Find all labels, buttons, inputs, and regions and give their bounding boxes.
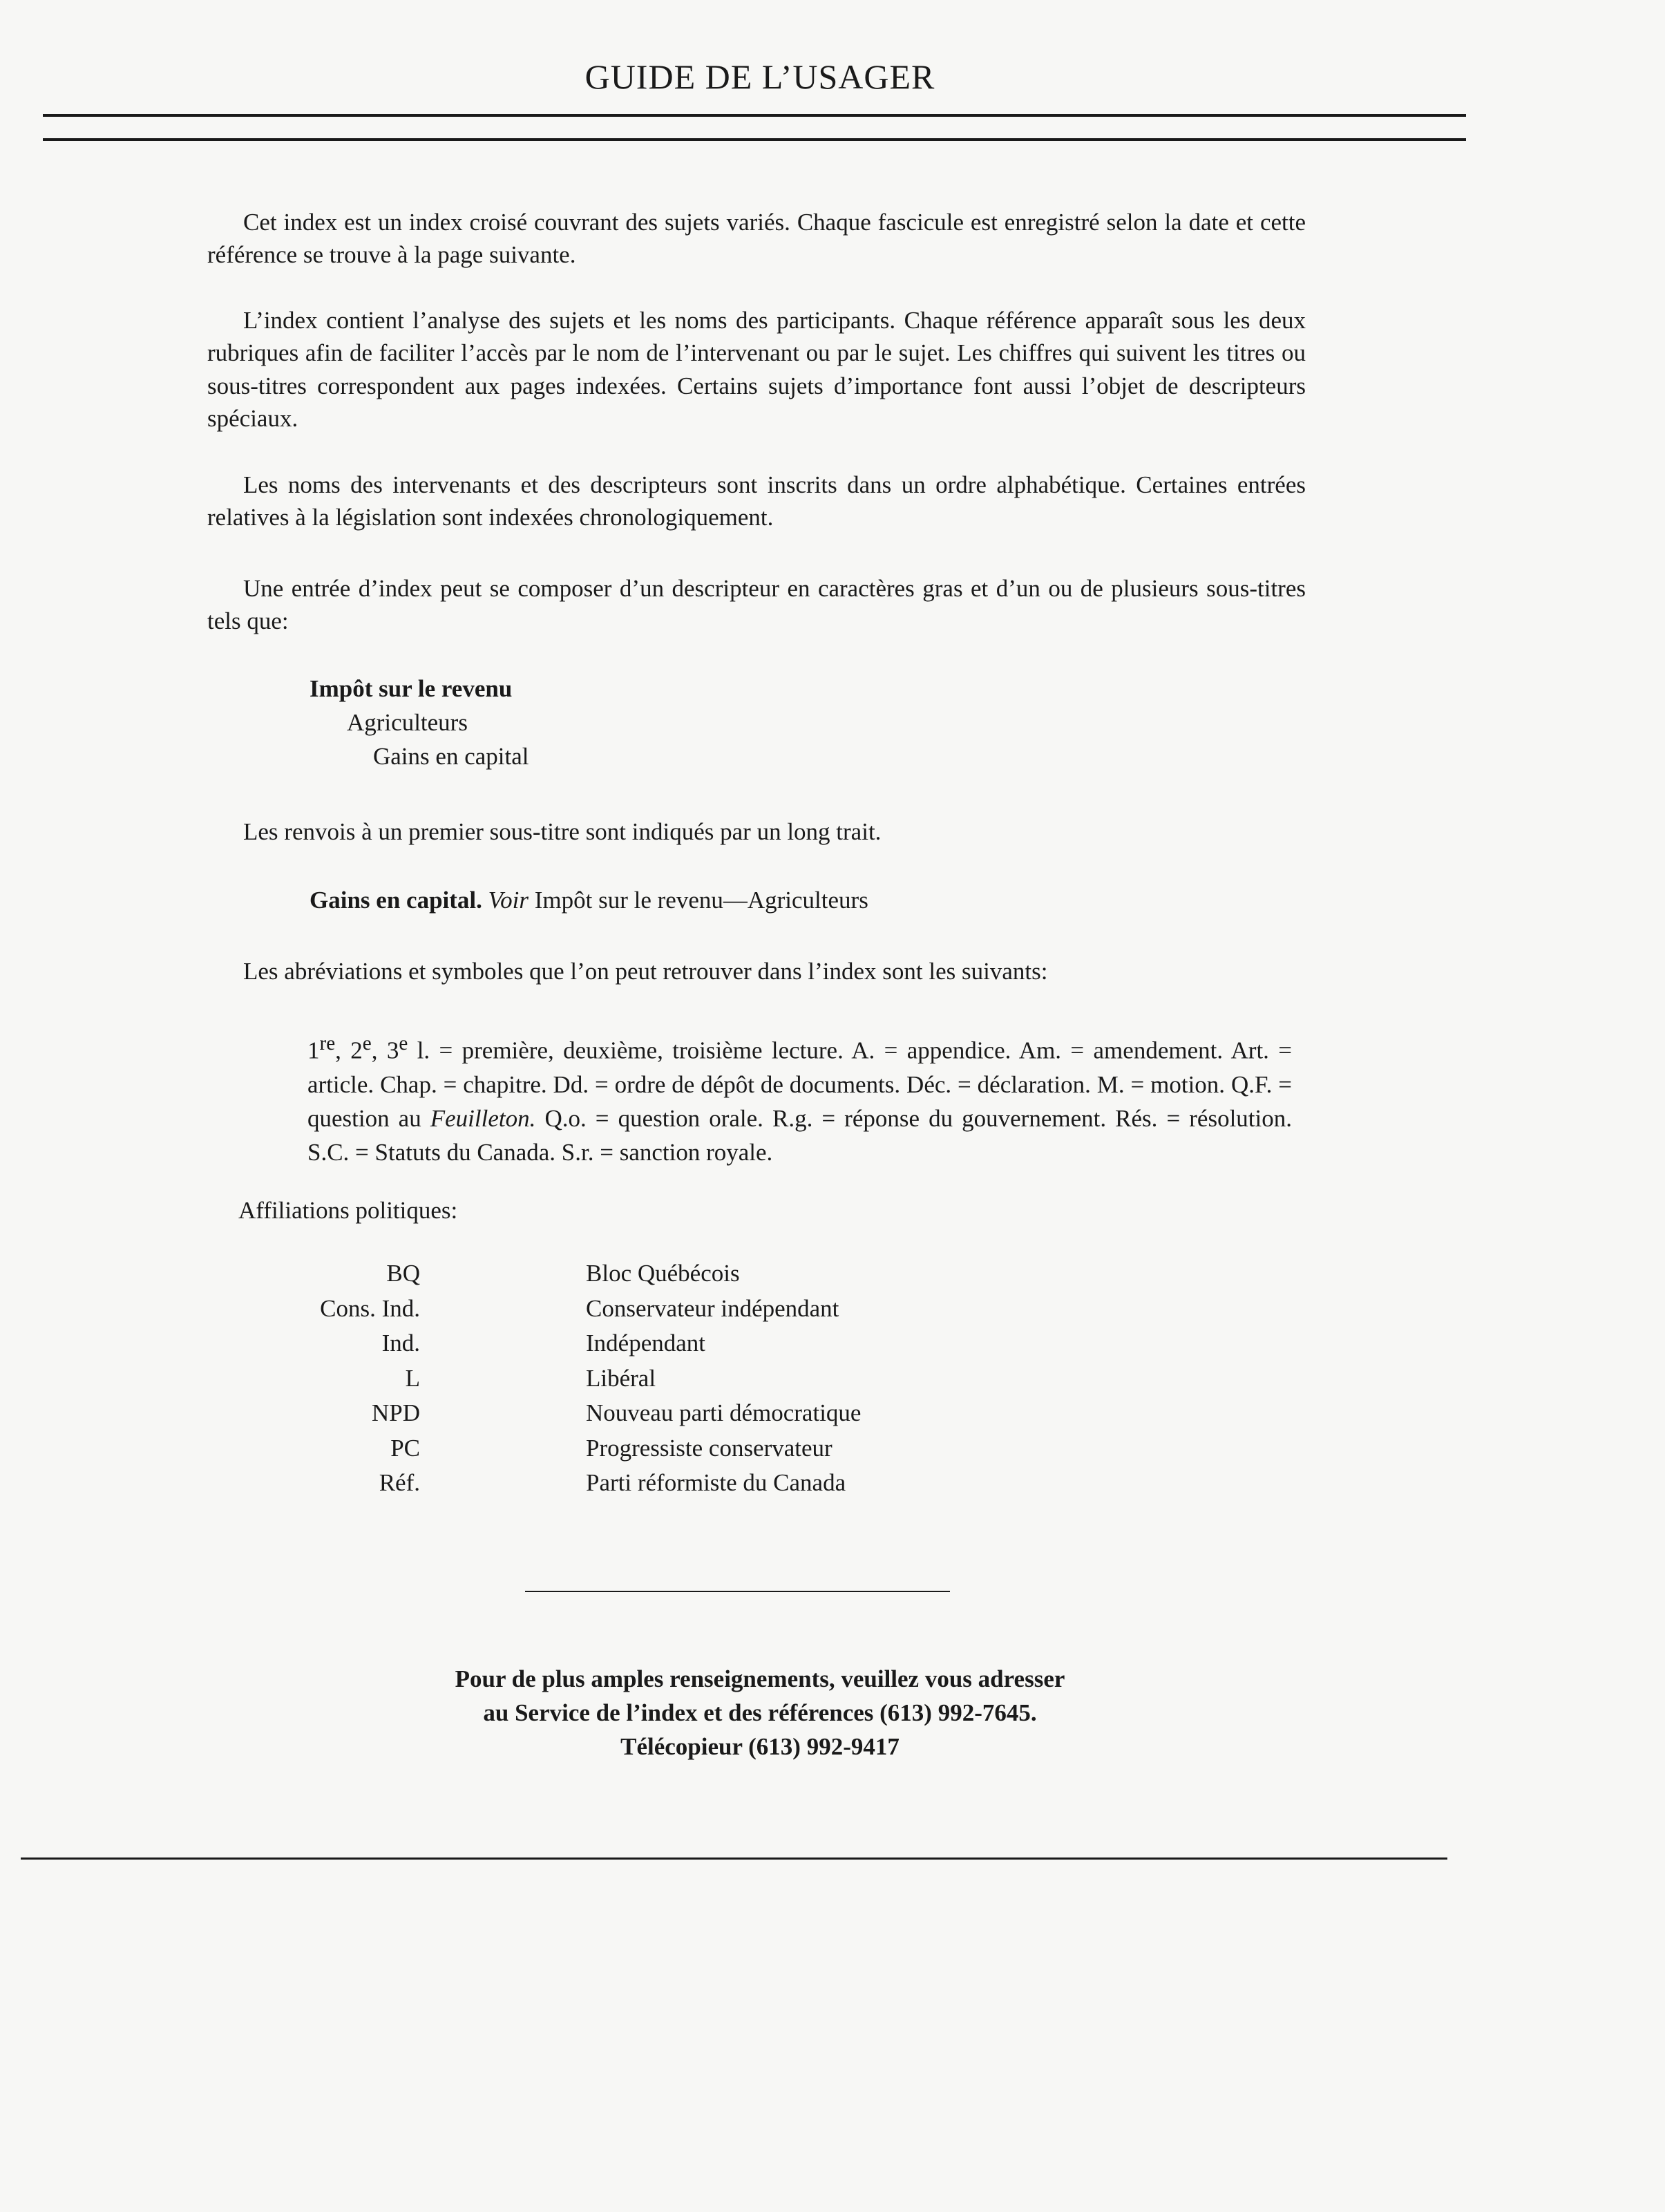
header-rule-top xyxy=(43,114,1466,117)
intro-paragraph-3: Les noms des intervenants et des descripteurs sont inscrits dans un ordre alphabétique. Certaines entrées relatives à la législation sont indexées chronologiquement. xyxy=(207,471,1306,531)
affiliation-row: PC Progressiste conservateur xyxy=(390,1434,832,1462)
affiliations-table xyxy=(242,1256,861,1501)
example-descriptor: Impôt sur le revenu xyxy=(310,675,513,702)
contact-line-2: au Service de l’index et des références (613) 992-7645. xyxy=(483,1699,1037,1726)
example-subtitle-1: Agriculteurs xyxy=(347,709,468,736)
footer-rule xyxy=(21,1857,1447,1860)
contact-line-1: Pour de plus amples renseignements, veuillez vous adresser xyxy=(455,1665,1065,1692)
contact-block xyxy=(0,1662,1520,1764)
renvoi-target: Impôt sur le revenu—Agriculteurs xyxy=(534,887,868,914)
abbreviations-list: 1re, 2e, 3e l. = première, deuxième, troisième lecture. A. = appendice. Am. = amendement. Art. = article. Chap. = chapitre. Dd. = ordre de dépôt de documents. Déc. = déclaration. M. = motion. Q.F. = question au Feuilleton. Q.o. = question orale. R.g. = réponse du gouvernement. Rés. = résolution. S.C. = Statuts du Canada. S.r. = sanction royale. xyxy=(307,1032,1293,1166)
affiliation-row: L Libéral xyxy=(405,1364,656,1392)
header-rule-bottom xyxy=(43,138,1466,141)
renvoi-paragraph: Les renvois à un premier sous-titre sont indiqués par un long trait. xyxy=(243,818,882,845)
affiliation-row: Réf. Parti réformiste du Canada xyxy=(379,1469,846,1496)
renvoi-voir: Voir xyxy=(488,887,529,914)
affiliation-row: NPD Nouveau parti démocratique xyxy=(371,1399,862,1426)
abbreviations-intro: Les abréviations et symboles que l’on peut retrouver dans l’index sont les suivants: xyxy=(243,958,1048,985)
affiliation-row: Cons. Ind. Conservateur indépendant xyxy=(320,1294,839,1322)
page-title: GUIDE DE L’USAGER xyxy=(584,57,935,96)
affiliation-row: BQ Bloc Québécois xyxy=(386,1260,740,1287)
section-divider xyxy=(525,1591,950,1592)
affiliations-heading: Affiliations politiques: xyxy=(238,1197,458,1224)
contact-line-3: Télécopieur (613) 992-9417 xyxy=(620,1733,900,1760)
intro-paragraph-2: L’index contient l’analyse des sujets et les noms des participants. Chaque référence apparaît sous les deux rubriques afin de faciliter l’accès par le nom de l’intervenant ou par le sujet. Les chiffres qui suivent les titres ou sous-titres correspondent aux pages indexées. Certains sujets d’importance font aussi l’objet de descripteurs spéciaux. xyxy=(207,307,1306,432)
example-subtitle-2: Gains en capital xyxy=(373,743,529,770)
renvoi-example xyxy=(310,883,868,917)
intro-paragraph-1: Cet index est un index croisé couvrant des sujets variés. Chaque fascicule est enregistré selon la date et cette référence se trouve à la page suivante. xyxy=(207,209,1306,269)
affiliation-row: Ind. Indépendant xyxy=(381,1330,705,1356)
example-entry xyxy=(310,672,529,773)
renvoi-bold: Gains en capital. xyxy=(310,887,482,914)
intro-paragraph-4: Une entrée d’index peut se composer d’un descripteur en caractères gras et d’un ou de plusieurs sous-titres tels que: xyxy=(207,575,1306,635)
